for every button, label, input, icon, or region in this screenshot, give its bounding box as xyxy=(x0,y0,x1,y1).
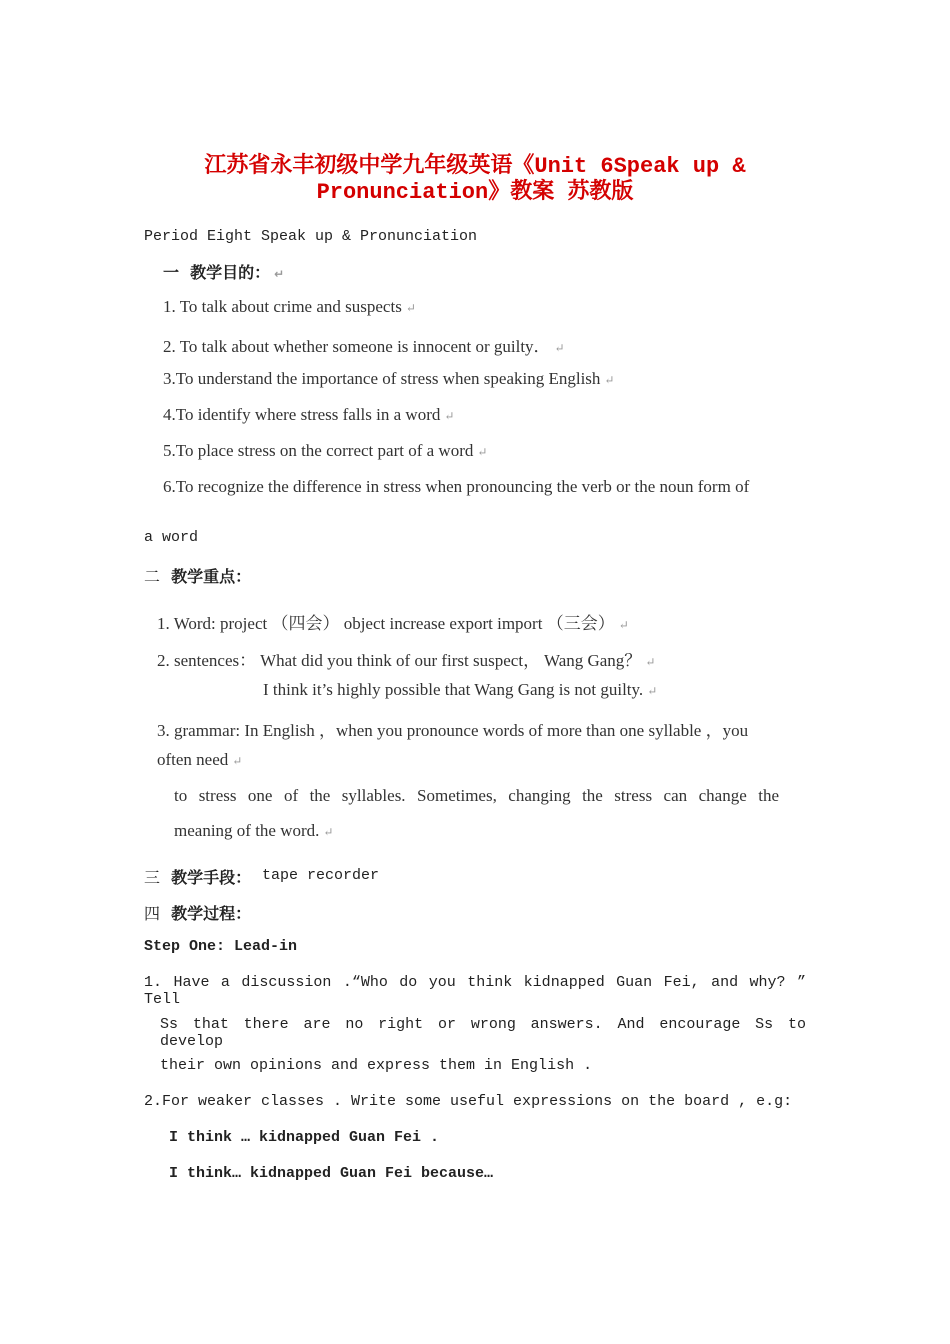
section-3-heading xyxy=(144,865,251,888)
example-expression-1: I think … kidnapped Guan Fei . xyxy=(169,1129,440,1146)
teaching-aid-value: tape recorder xyxy=(262,867,380,884)
objective-6: 6.To recognize the difference in stress when pronouncing the verb or the noun form of xyxy=(163,477,750,496)
section-3-title: 教学手段： xyxy=(171,868,252,887)
grammar-line-2: often need ↵ xyxy=(157,750,243,769)
period-line: Period Eight Speak up & Pronunciation xyxy=(144,228,478,245)
procedure-1-line-2: Ss that there are no right or wrong answers. And encourage Ss to develop xyxy=(160,1016,806,1050)
section-2-title: 教学重点： xyxy=(171,567,252,586)
objective-4: 4.To identify where stress falls in a word ↵ xyxy=(163,405,455,424)
procedure-1-line-1: 1. Have a discussion .“Who do you think kidnapped Guan Fei, and why? ” Tell xyxy=(144,974,806,1008)
section-1-heading xyxy=(163,260,284,283)
grammar-line-3: to stress one of the syllables. Sometimes, changing the stress can change the xyxy=(174,786,779,805)
objective-2: 2. To talk about whether someone is innocent or guilty． ↵ xyxy=(163,337,565,356)
key-sentence-2: I think it’s highly possible that Wang Gang is not guilty. ↵ xyxy=(263,680,658,699)
paragraph-mark: ↵ xyxy=(274,267,285,281)
grammar-line-4: meaning of the word. ↵ xyxy=(174,821,334,840)
objective-1: 1. To talk about crime and suspects ↵ xyxy=(163,297,416,316)
document-title-line-2: Pronunciation》教案 苏教版 xyxy=(316,180,634,205)
section-2-number: 二 xyxy=(144,567,161,586)
document-title-line-1: 江苏省永丰初级中学九年级英语《Unit 6Speak up & xyxy=(204,154,746,179)
procedure-2: 2.For weaker classes . Write some useful expressions on the board , e.g: xyxy=(144,1093,793,1110)
section-4-title: 教学过程： xyxy=(171,904,252,923)
section-1-number: 一 xyxy=(163,263,180,282)
example-expression-2: I think… kidnapped Guan Fei because… xyxy=(169,1165,494,1182)
section-3-number: 三 xyxy=(144,868,161,887)
section-2-heading xyxy=(144,564,251,587)
grammar-line-1: 3. grammar: In English ，when you pronounce words of more than one syllable ，you xyxy=(157,721,749,740)
section-1-title: 教学目的： xyxy=(190,263,271,282)
section-4-number: 四 xyxy=(144,904,161,923)
procedure-1-line-3: their own opinions and express them in English . xyxy=(160,1057,593,1074)
objective-6-continued: a word xyxy=(144,529,199,546)
objective-5: 5.To place stress on the correct part of a word ↵ xyxy=(163,441,488,460)
step-one-heading: Step One: Lead-in xyxy=(144,938,298,955)
key-sentence-1: 2. sentences： What did you think of our first suspect， Wang Gang？ ↵ xyxy=(157,651,656,670)
key-words-line: 1. Word: project （四会） object increase export import （三会） ↵ xyxy=(157,614,629,633)
objective-3: 3.To understand the importance of stress when speaking English ↵ xyxy=(163,369,615,388)
section-4-heading xyxy=(144,901,251,924)
